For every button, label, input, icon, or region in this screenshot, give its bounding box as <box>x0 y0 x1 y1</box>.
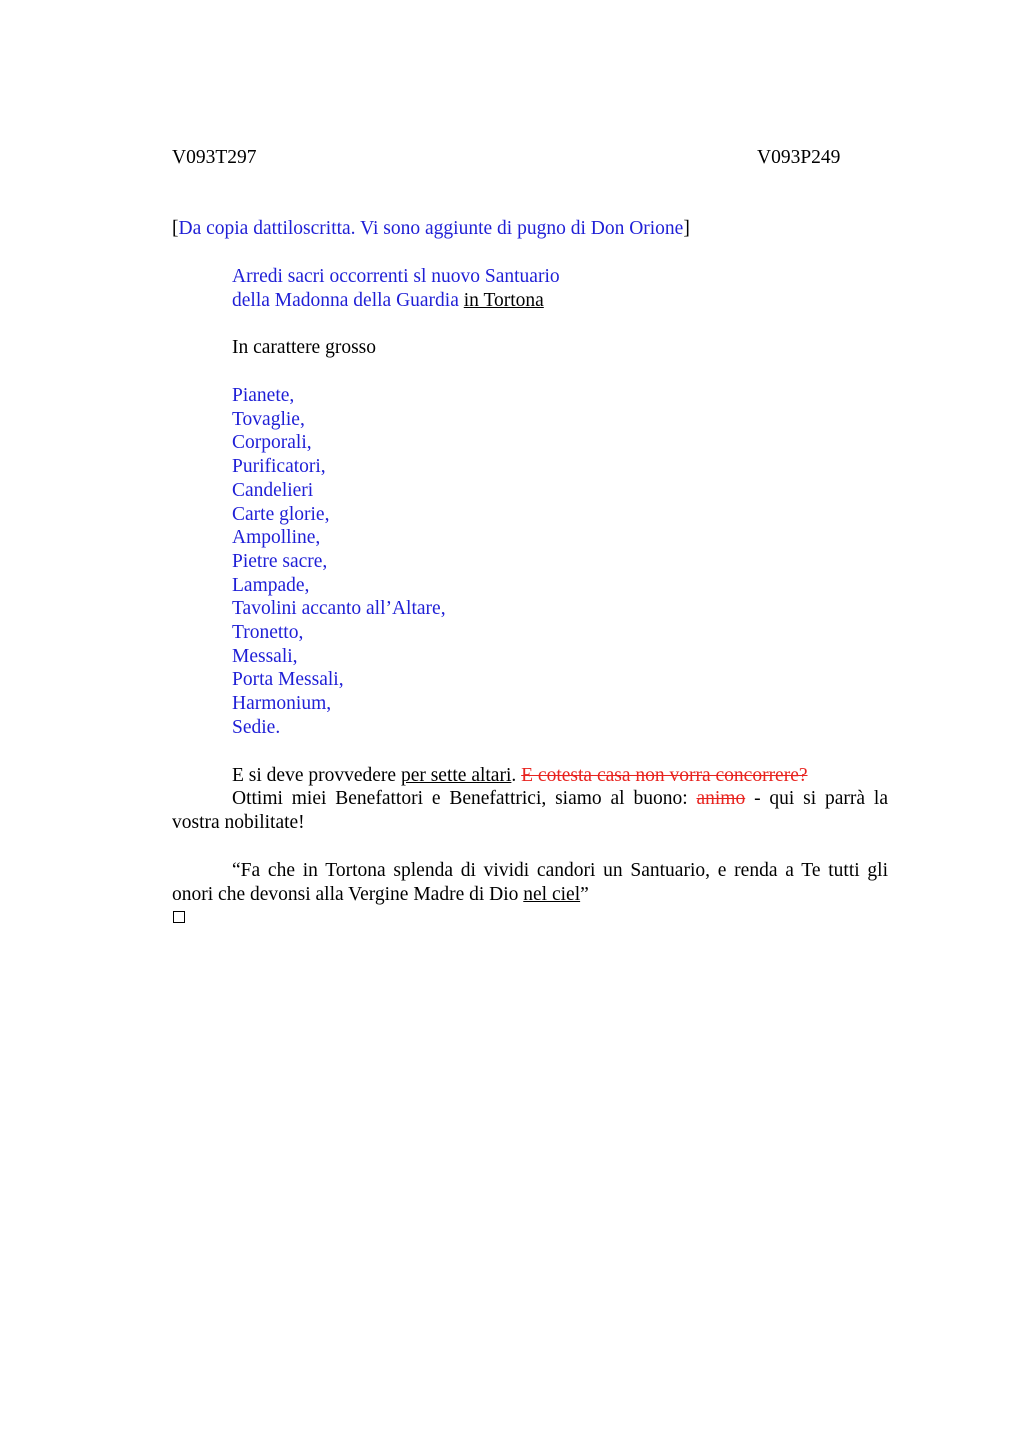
list-item: Carte glorie, <box>232 503 330 525</box>
provision-underlined: per sette altari <box>400 765 512 786</box>
provision-period: . <box>511 765 517 786</box>
list-item: Lampade, <box>232 574 310 596</box>
list-item: Candelieri <box>232 479 314 501</box>
deleted-word: animo <box>696 788 746 809</box>
note-close-bracket: ] <box>683 218 690 239</box>
list-item: Pianete, <box>232 385 295 406</box>
list-item: Harmonium, <box>232 693 332 715</box>
list-item: Porta Messali, <box>232 669 344 691</box>
document-code-left: V093T297 <box>172 147 257 168</box>
list-item: Corporali, <box>232 432 312 454</box>
provision-paragraph <box>232 764 808 788</box>
list-item: Purificatori, <box>232 456 326 478</box>
deleted-text: E cotesta casa non vorra concorrere? <box>521 765 808 786</box>
list-item: Tavolini accanto all’Altare, <box>232 598 446 620</box>
appeal-suffix: - qui si parrà la vostra nobilitate! <box>172 788 888 833</box>
quote-underlined: nel ciel <box>523 884 581 905</box>
quote-close: ” <box>580 884 589 905</box>
subtitle: In carattere grosso <box>232 337 377 358</box>
quote-text: “Fa che in Tortona splenda di vividi candori un Santuario, e renda a Te tutti gli onori che devonsi alla Vergine Madre di Dio <box>172 860 888 905</box>
editorial-note <box>172 217 690 241</box>
list-item: Pietre sacre, <box>232 550 328 572</box>
furnishings-list <box>232 384 446 740</box>
title-line-2-text: della Madonna della Guardia <box>232 290 459 311</box>
appeal-paragraph <box>172 787 888 835</box>
empty-square-icon <box>173 911 185 923</box>
list-item: Sedie. <box>232 716 281 738</box>
appeal-prefix: Ottimi miei Benefattori e Benefattrici, siamo al buono: <box>232 788 697 809</box>
list-item: Ampolline, <box>232 527 321 549</box>
document-code-right: V093P249 <box>757 147 841 168</box>
quote-paragraph <box>172 859 888 907</box>
title-line-1: Arredi sacri occorrenti sl nuovo Santuario <box>232 266 560 287</box>
list-item: Messali, <box>232 645 298 667</box>
list-item: Tovaglie, <box>232 408 305 430</box>
title-location: in Tortona <box>463 290 544 311</box>
note-open-bracket: [ <box>172 218 179 239</box>
list-item: Tronetto, <box>232 622 304 644</box>
provision-prefix: E si deve provvedere <box>232 765 401 786</box>
title-line-2 <box>232 289 544 313</box>
note-text: Da copia dattiloscritta. Vi sono aggiunte di pugno di Don Orione <box>178 218 684 239</box>
